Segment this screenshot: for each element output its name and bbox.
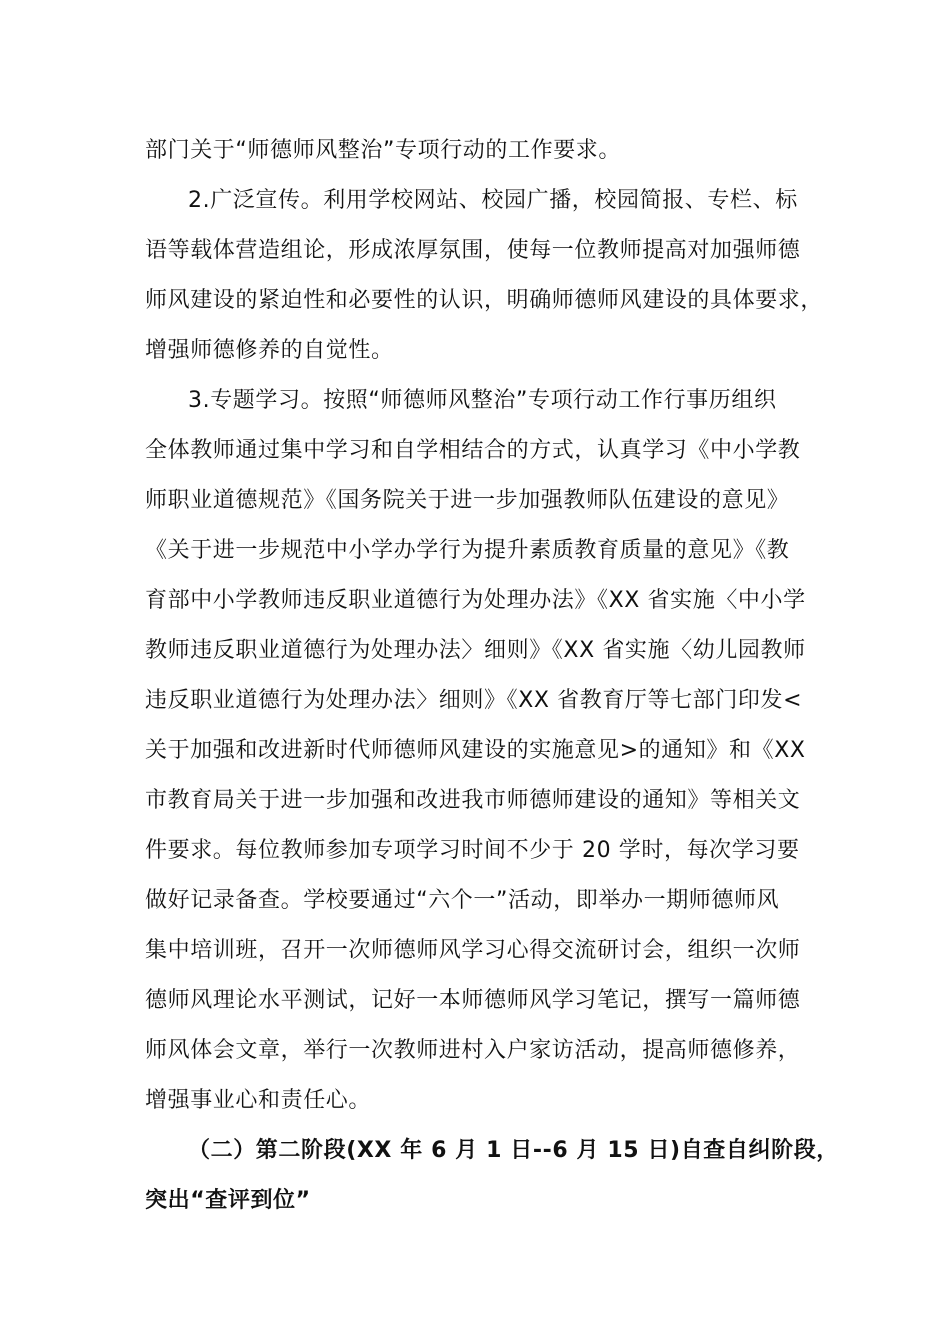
paragraph-line: 育部中小学教师违反职业道德行为处理办法》《XX 省实施〈中小学 — [145, 588, 806, 613]
paragraph-line: 《关于进一步规范中小学办学行为提升素质教育质量的意见》《教 — [145, 538, 790, 563]
paragraph-line: 2.广泛宣传。利用学校网站、校园广播，校园简报、专栏、标 — [188, 188, 798, 213]
paragraph-line: 德师风理论水平测试，记好一本师德师风学习笔记，撰写一篇师德 — [145, 988, 801, 1013]
paragraph-line: 师职业道德规范》《国务院关于进一步加强教师队伍建设的意见》 — [145, 488, 790, 513]
section-heading-line: （二）第二阶段(XX 年 6 月 1 日--6 月 15 日)自查自纠阶段， — [188, 1138, 839, 1163]
paragraph-line: 部门关于“师德师风整治”专项行动的工作要求。 — [145, 138, 621, 163]
section-heading-line: 突出“查评到位” — [145, 1188, 311, 1213]
paragraph-line: 教师违反职业道德行为处理办法〉细则》《XX 省实施〈幼儿园教师 — [145, 638, 806, 663]
paragraph-line: 市教育局关于进一步加强和改进我市师德师建设的通知》等相关文 — [145, 788, 801, 813]
paragraph-line: 做好记录备查。学校要通过“六个一”活动，即举办一期师德师风 — [145, 888, 780, 913]
paragraph-line: 师风体会文章，举行一次教师进村入户家访活动，提高师德修养， — [145, 1038, 801, 1063]
paragraph-line: 集中培训班，召开一次师德师风学习心得交流研讨会，组织一次师 — [145, 938, 801, 963]
paragraph-line: 师风建设的紧迫性和必要性的认识，明确师德师风建设的具体要求， — [145, 288, 824, 313]
paragraph-line: 增强事业心和责任心。 — [145, 1088, 372, 1113]
paragraph-line: 语等载体营造组论，形成浓厚氛围，使每一位教师提高对加强师德 — [145, 238, 801, 263]
paragraph-line: 增强师德修养的自觉性。 — [145, 338, 394, 363]
paragraph-line: 件要求。每位教师参加专项学习时间不少于 20 学时，每次学习要 — [145, 838, 800, 863]
paragraph-line: 违反职业道德行为处理办法〉细则》《XX 省教育厅等七部门印发< — [145, 688, 803, 713]
paragraph-line: 全体教师通过集中学习和自学相结合的方式，认真学习《中小学教 — [145, 438, 801, 463]
paragraph-line: 关于加强和改进新时代师德师风建设的实施意见>的通知》和《XX — [145, 738, 806, 763]
paragraph-line: 3.专题学习。按照“师德师风整治”专项行动工作行事历组织 — [188, 388, 777, 413]
